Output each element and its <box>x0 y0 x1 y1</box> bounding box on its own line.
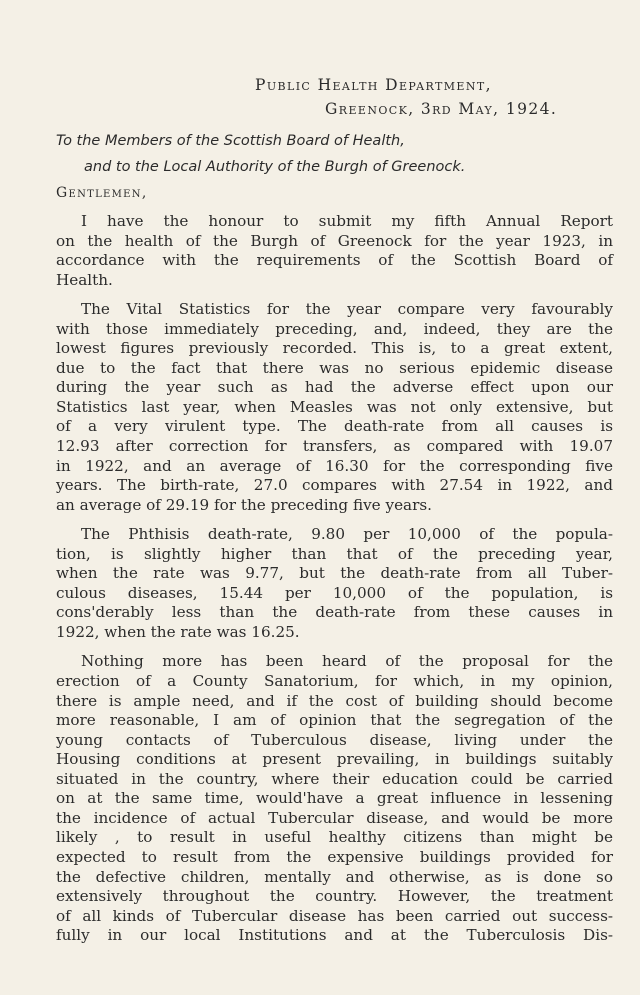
text-line: culous diseases, 15.44 per 10,000 of the population, is <box>56 583 613 602</box>
text-line: an average of 29.19 for the preceding five years. <box>56 495 432 514</box>
text-line: more reasonable, I am of opinion that the segregation of the <box>56 711 613 730</box>
addressee-line: and to the Local Authority of the Burgh of Greenock. <box>84 159 466 175</box>
text-line: the incidence of actual Tubercular disease, and would be more <box>56 808 613 827</box>
text-line: with those immediately preceding, and, indeed, they are the <box>56 319 613 338</box>
text-line: there is ample need, and if the cost of building should become <box>56 691 613 710</box>
text-line: erection of a County Sanatorium, for which, in my opinion, <box>56 672 613 691</box>
text-line: 12.93 after correction for transfers, as compared with 19.07 <box>56 437 613 456</box>
addressee-line: To the Members of the Scottish Board of Health, <box>56 133 405 149</box>
text-line: young contacts of Tuberculous disease, living under the <box>56 730 613 749</box>
text-line: on the health of the Burgh of Greenock for the year 1923, in <box>56 231 613 250</box>
text-line: expected to result from the expensive buildings provided for <box>56 847 613 866</box>
text-line: during the year such as had the adverse effect upon our <box>56 378 613 397</box>
text-line: likely , to result in useful healthy citizens than might be <box>56 828 613 847</box>
text-line: fully in our local Institutions and at the Tuberculosis Dis- <box>56 926 613 945</box>
text-line: when the rate was 9.77, but the death-rate from all Tuber- <box>56 564 613 583</box>
letter-header <box>255 73 625 121</box>
text-line: the defective children, mentally and otherwise, as is done so <box>56 867 613 886</box>
text-line: years. The birth-rate, 27.0 compares with 27.54 in 1922, and <box>56 476 613 495</box>
text-line: Health. <box>56 270 113 289</box>
letter-body <box>56 212 613 956</box>
text-line: The Vital Statistics for the year compare very favourably <box>81 300 613 319</box>
text-line: on at the same time, would'have a great influence in lessening <box>56 789 613 808</box>
text-line: 1922, when the rate was 16.25. <box>56 622 300 641</box>
text-line: lowest figures previously recorded. This is, to a great extent, <box>56 339 613 358</box>
salutation: Gentlemen, <box>56 185 148 201</box>
text-line: accordance with the requirements of the Scottish Board of <box>56 251 613 270</box>
paragraph <box>56 212 613 290</box>
text-line: I have the honour to submit my fifth Annual Report <box>81 212 613 230</box>
text-line: Nothing more has been heard of the proposal for the <box>81 652 613 671</box>
text-line: Statistics last year, when Measles was not only extensive, but <box>56 397 613 416</box>
paragraph <box>56 525 613 642</box>
text-line: in 1922, and an average of 16.30 for the corresponding five <box>56 456 613 475</box>
place-and-date: Greenock, 3rd May, 1924. <box>325 100 558 118</box>
text-line: extensively throughout the country. However, the treatment <box>56 887 613 906</box>
text-line: Housing conditions at present prevailing, in buildings suitably <box>56 750 613 769</box>
text-line: tion, is slightly higher than that of the preceding year, <box>56 544 613 563</box>
paragraph <box>56 300 613 515</box>
department-name: Public Health Department, <box>255 76 492 94</box>
text-line: due to the fact that there was no serious epidemic disease <box>56 358 613 377</box>
text-line: The Phthisis death-rate, 9.80 per 10,000 of the popula- <box>81 525 613 544</box>
text-line: cons'derably less than the death-rate from these causes in <box>56 603 613 622</box>
text-line: of a very virulent type. The death-rate from all causes is <box>56 417 613 436</box>
paragraph <box>56 652 613 945</box>
text-line: situated in the country, where their education could be carried <box>56 769 613 788</box>
text-line: of all kinds of Tubercular disease has been carried out success- <box>56 906 613 925</box>
addressee-block <box>56 128 616 180</box>
